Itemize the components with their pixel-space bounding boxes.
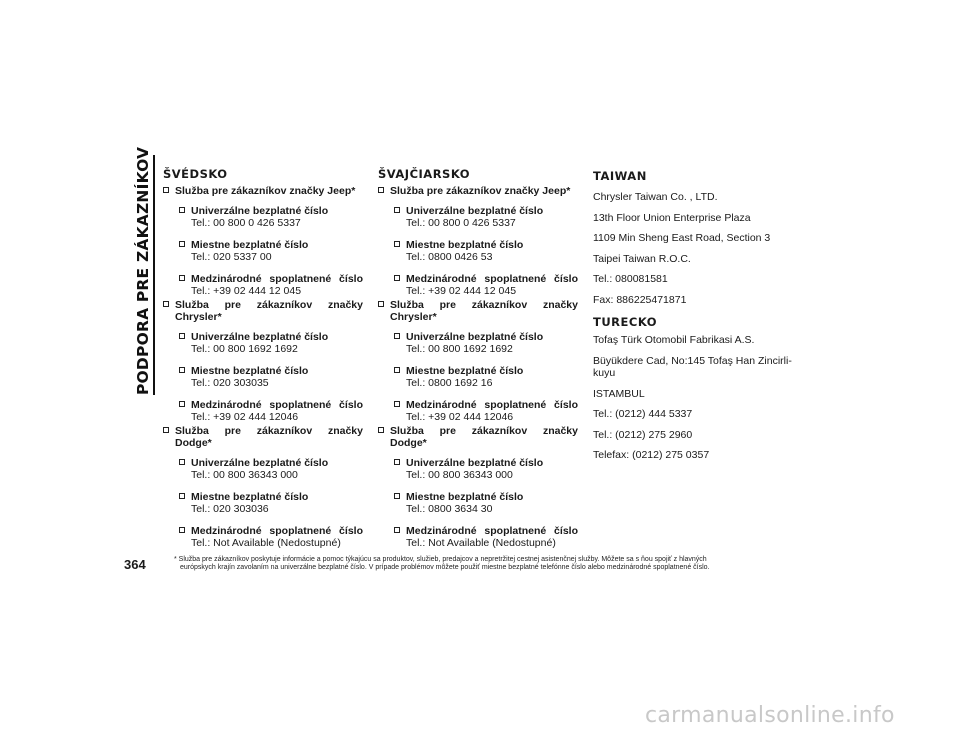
contact-name: Univerzálne bezplatné číslo (406, 331, 544, 343)
contact-item (163, 525, 363, 549)
square-bullet-icon (394, 367, 400, 373)
contact-tel: Tel.: 0800 3634 30 (406, 503, 493, 515)
contact-name: Miestne bezplatné číslo (406, 239, 524, 251)
contact-tel: Tel.: 0800 1692 16 (406, 377, 493, 389)
footnote-line: európskych krajín zavolaním na univerzálne bezplatné číslo. V prípade problémov môžete použiť miestne bezplatné telefónne číslo alebo medzinárodné spoplatnené číslo. (180, 564, 710, 571)
square-bullet-icon (179, 275, 185, 281)
contact-tel: Tel.: 00 800 0 426 5337 (191, 217, 301, 229)
section-title-taiwan: TAIWAN (593, 169, 647, 183)
square-bullet-icon (378, 301, 384, 307)
square-bullet-icon (179, 207, 185, 213)
square-bullet-icon (179, 367, 185, 373)
contact-tel: Tel.: +39 02 444 12046 (191, 411, 299, 423)
square-bullet-icon (179, 333, 185, 339)
contact-name: Medzinárodné spoplatnené číslo (406, 399, 578, 411)
contact-item (163, 365, 363, 389)
brand-chrysler (163, 299, 363, 323)
contact-item (378, 491, 578, 515)
section-title-sweden: ŠVÉDSKO (163, 167, 228, 181)
square-bullet-icon (378, 427, 384, 433)
square-bullet-icon (394, 207, 400, 213)
square-bullet-icon (394, 401, 400, 407)
contact-tel: Tel.: 020 303035 (191, 377, 269, 389)
contact-name: Miestne bezplatné číslo (191, 239, 309, 251)
contact-item (378, 525, 578, 549)
contact-name: Univerzálne bezplatné číslo (191, 457, 329, 469)
contact-name: Medzinárodné spoplatnené číslo (191, 399, 363, 411)
square-bullet-icon (179, 527, 185, 533)
contact-tel: Tel.: +39 02 444 12 045 (406, 285, 517, 297)
contact-item (163, 205, 363, 229)
section-title-turkey: TURECKO (593, 315, 658, 329)
column-switzerland (378, 168, 578, 549)
square-bullet-icon (163, 187, 169, 193)
contact-item (378, 239, 578, 263)
address-line: 13th Floor Union Enterprise Plaza (593, 211, 751, 224)
brand-chrysler (378, 299, 578, 323)
contact-tel: Tel.: 020 5337 00 (191, 251, 272, 263)
contact-name: Miestne bezplatné číslo (406, 491, 524, 503)
contact-tel: Tel.: 020 303036 (191, 503, 269, 515)
contact-item (378, 399, 578, 423)
contact-name: Medzinárodné spoplatnené číslo (191, 525, 363, 537)
brand-jeep (378, 185, 578, 197)
square-bullet-icon (179, 459, 185, 465)
footnote (174, 556, 794, 572)
contact-item (163, 457, 363, 481)
contact-item (378, 273, 578, 297)
square-bullet-icon (394, 493, 400, 499)
contact-item (163, 331, 363, 355)
contact-name: Medzinárodné spoplatnené číslo (191, 273, 363, 285)
brand-label: Služba pre zákazníkov značky Dodge* (390, 425, 578, 449)
contact-item (163, 399, 363, 423)
square-bullet-icon (179, 241, 185, 247)
contact-tel: Tel.: Not Available (Nedostupné) (191, 537, 341, 549)
brand-label: Služba pre zákazníkov značky Dodge* (175, 425, 363, 449)
square-bullet-icon (163, 301, 169, 307)
square-bullet-icon (378, 187, 384, 193)
phone-line: Tel.: (0212) 275 2960 (593, 428, 693, 441)
contact-name: Univerzálne bezplatné číslo (191, 331, 329, 343)
column-taiwan-turkey (593, 168, 803, 470)
brand-label: Služba pre zákazníkov značky Jeep* (175, 185, 356, 197)
brand-label: Služba pre zákazníkov značky Chrysler* (175, 299, 363, 323)
brand-label: Služba pre zákazníkov značky Chrysler* (390, 299, 578, 323)
brand-dodge (378, 425, 578, 449)
square-bullet-icon (179, 401, 185, 407)
address-line: Tofaş Türk Otomobil Fabrikasi A.S. (593, 334, 755, 346)
fax-line: Telefax: (0212) 275 0357 (593, 449, 710, 461)
fax-line: Fax: 886225471871 (593, 293, 687, 306)
contact-name: Miestne bezplatné číslo (191, 365, 309, 377)
contact-item (163, 491, 363, 515)
square-bullet-icon (394, 275, 400, 281)
address-line: Taipei Taiwan R.O.C. (593, 252, 691, 265)
square-bullet-icon (394, 527, 400, 533)
contact-tel: Tel.: +39 02 444 12 045 (191, 285, 302, 297)
square-bullet-icon (394, 459, 400, 465)
contact-tel: Tel.: 00 800 0 426 5337 (406, 217, 516, 229)
contact-name: Miestne bezplatné číslo (191, 491, 309, 503)
contact-item (378, 205, 578, 229)
address-line: ISTAMBUL (593, 387, 645, 400)
address-line: Chrysler Taiwan Co. , LTD. (593, 191, 718, 203)
contact-name: Miestne bezplatné číslo (406, 365, 524, 377)
contact-tel: Tel.: +39 02 444 12046 (406, 411, 514, 423)
contact-name: Univerzálne bezplatné číslo (191, 205, 329, 217)
contact-name: Univerzálne bezplatné číslo (406, 457, 544, 469)
contact-name: Univerzálne bezplatné číslo (406, 205, 544, 217)
column-sweden (163, 168, 363, 549)
side-section-title: PODPORA PRE ZÁKAZNÍKOV (134, 155, 155, 395)
contact-item (163, 273, 363, 297)
brand-dodge (163, 425, 363, 449)
contact-item (378, 331, 578, 355)
contact-tel: Tel.: 00 800 36343 000 (406, 469, 513, 481)
page-number: 364 (124, 557, 146, 572)
contact-tel: Tel.: 00 800 1692 1692 (406, 343, 513, 355)
contact-name: Medzinárodné spoplatnené číslo (406, 525, 578, 537)
contact-item (163, 239, 363, 263)
contact-tel: Tel.: 00 800 1692 1692 (191, 343, 298, 355)
brand-label: Služba pre zákazníkov značky Jeep* (390, 185, 571, 197)
square-bullet-icon (163, 427, 169, 433)
square-bullet-icon (394, 333, 400, 339)
footnote-line: * Služba pre zákazníkov poskytuje informácie a pomoc týkajúcu sa produktov, služieb, predajcov a nepretržitej cestnej asistenčnej služby. Môžete sa s ňou spojiť z hlavných (174, 556, 707, 563)
brand-jeep (163, 185, 363, 197)
watermark: carmanualsonline.info (645, 703, 895, 728)
contact-tel: Tel.: 00 800 36343 000 (191, 469, 298, 481)
phone-line: Tel.: 080081581 (593, 273, 668, 285)
contact-tel: Tel.: Not Available (Nedostupné) (406, 537, 556, 549)
square-bullet-icon (394, 241, 400, 247)
address-line: Büyükdere Cad, No:145 Tofaş Han Zincirli-kuyu (593, 354, 792, 379)
contact-item (378, 365, 578, 389)
address-line: 1109 Min Sheng East Road, Section 3 (593, 232, 771, 244)
contact-name: Medzinárodné spoplatnené číslo (406, 273, 578, 285)
contact-item (378, 457, 578, 481)
square-bullet-icon (179, 493, 185, 499)
contact-tel: Tel.: 0800 0426 53 (406, 251, 493, 263)
section-title-switzerland: ŠVAJČIARSKO (378, 167, 471, 181)
phone-line: Tel.: (0212) 444 5337 (593, 408, 693, 420)
